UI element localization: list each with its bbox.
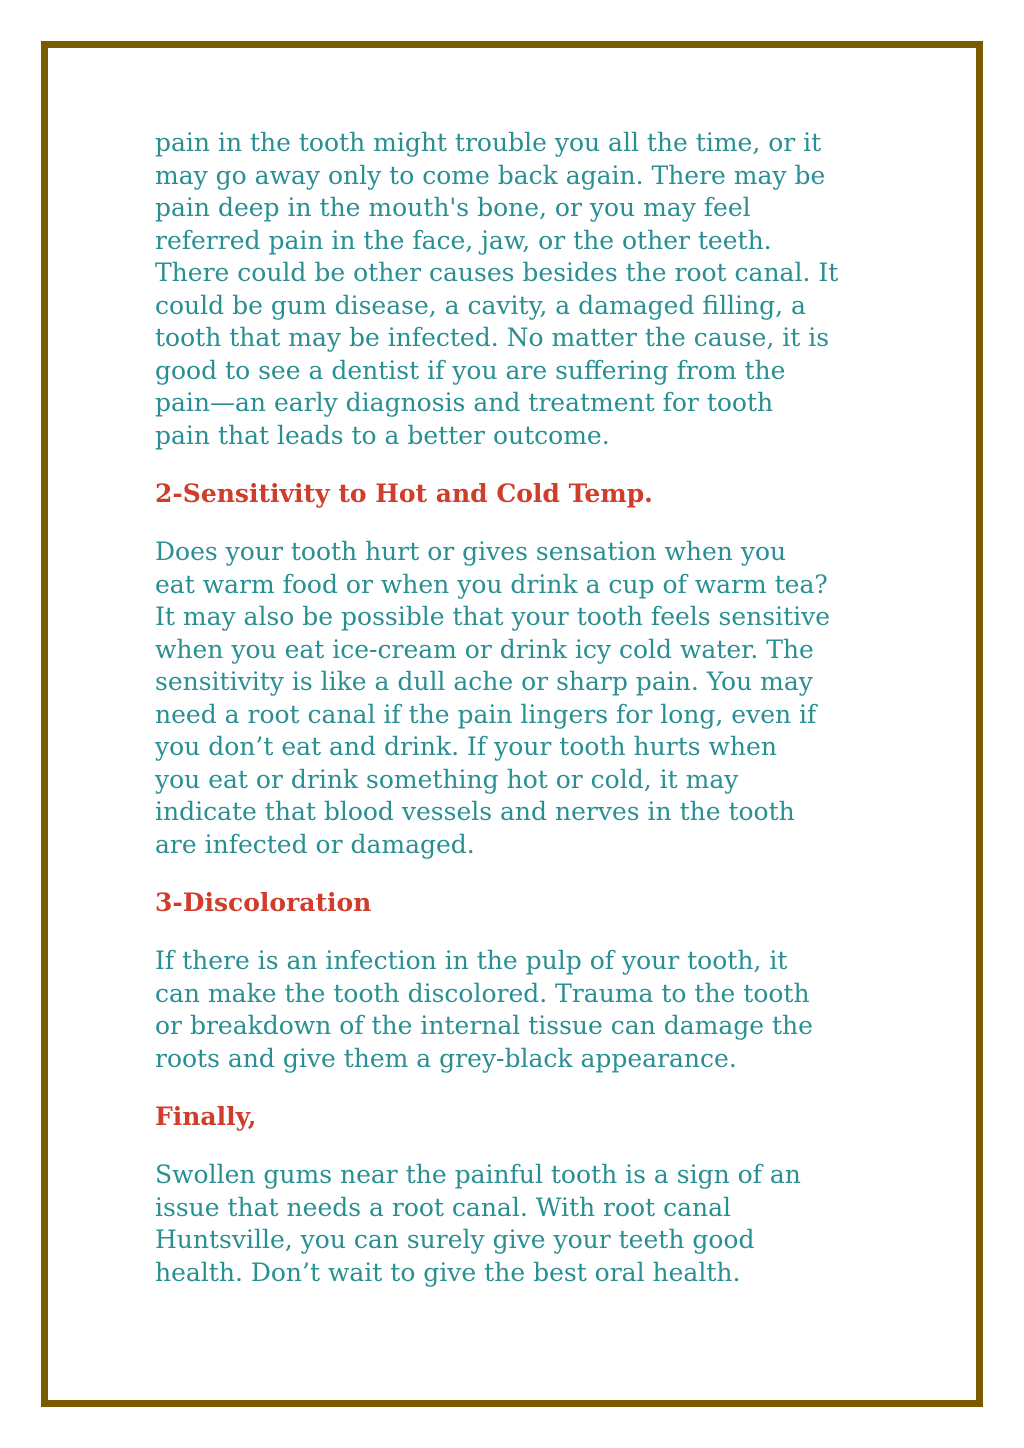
page-border-frame bbox=[41, 41, 983, 1407]
section-heading-discoloration: 3-Discoloration bbox=[155, 888, 372, 917]
intro-paragraph: pain in the tooth might trouble you all the time, or it may go away only to come back again. There may be pain deep in the mouth's bone, or you may feel referred pain in the face, jaw, or the other teeth. There could be other causes besides the root canal. It could be gum disease, a cavity, a damaged filling, a tooth that may be infected. No matter the cause, it is good to see a dentist if you are suffering from the pain—an early diagnosis and treatment for tooth pain that leads to a better outcome. bbox=[155, 128, 839, 450]
sensitivity-paragraph: Does your tooth hurt or gives sensation when you eat warm food or when you drink a cup of warm tea? It may also be possible that your tooth feels sensitive when you eat ice-cream or drink icy cold water. The sensitivity is like a dull ache or sharp pain. You may need a root canal if the pain lingers for long, even if you don’t eat and drink. If your tooth hurts when you eat or drink something hot or cold, it may indicate that blood vessels and nerves in the tooth are infected or damaged. bbox=[155, 537, 831, 859]
section-heading-finally: Finally, bbox=[155, 1102, 257, 1131]
document-body bbox=[155, 127, 885, 1289]
discoloration-paragraph: If there is an infection in the pulp of your tooth, it can make the tooth discolored. Trauma to the tooth or breakdown of the internal tissue can damage the roots and give them a grey-black appearance. bbox=[155, 946, 813, 1073]
section-heading-sensitivity: 2-Sensitivity to Hot and Cold Temp. bbox=[155, 479, 653, 508]
conclusion-paragraph: Swollen gums near the painful tooth is a sign of an issue that needs a root canal. With root canal Huntsville, you can surely give your teeth good health. Don’t wait to give the best oral health. bbox=[155, 1160, 801, 1287]
